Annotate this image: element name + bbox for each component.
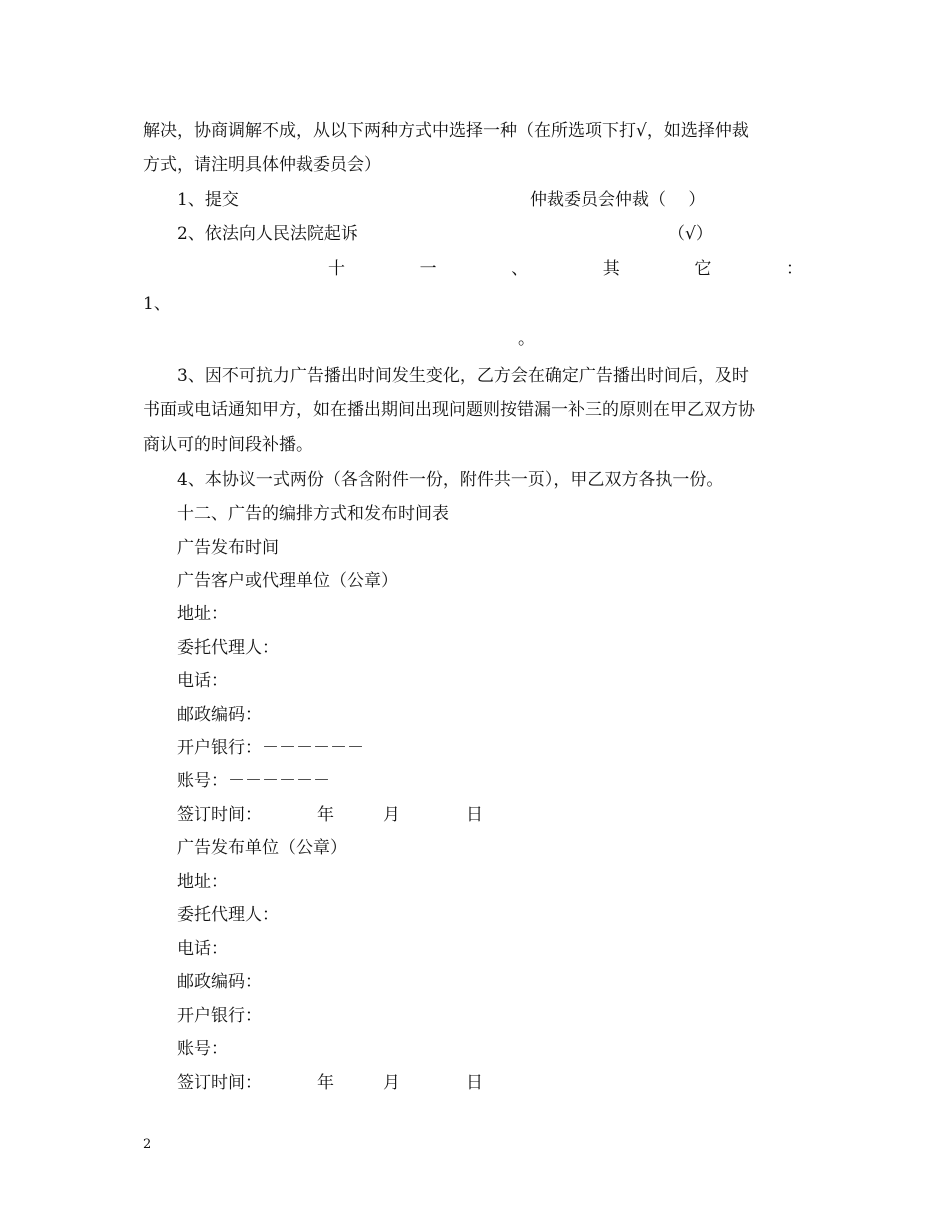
option-2-left: 2、依法向人民法院起诉 (177, 224, 358, 244)
option-1-right: 仲裁委员会仲裁（ ） (530, 190, 706, 210)
option-2-right: （√） (668, 224, 713, 244)
client-sign-day: 日 (466, 805, 483, 825)
item-3-line-2: 书面或电话通知甲方，如在播出期间出现问题则按错漏一补三的原则在甲乙双方协 (143, 400, 755, 420)
section-12-heading: 十二、广告的编排方式和发布时间表 (177, 504, 449, 524)
item-4: 4、本协议一式两份（各含附件一份，附件共一页），甲乙双方各执一份。 (177, 470, 724, 490)
item-1: 1、 (143, 294, 171, 314)
section-11-char: 、 (511, 259, 529, 279)
client-address: 地址： (177, 604, 228, 624)
client-sign-year: 年 (317, 805, 334, 825)
publisher-account: 账号： (177, 1039, 228, 1059)
client-account: 账号：－－－－－－ (177, 771, 330, 791)
section-11-char: 其 (602, 259, 620, 279)
publisher-agent: 委托代理人： (177, 905, 279, 925)
client-sign-month: 月 (383, 805, 400, 825)
intro-line-1: 解决，协商调解不成，从以下两种方式中选择一种（在所选项下打√，如选择仲裁 (143, 121, 749, 141)
publisher-postcode: 邮政编码： (177, 972, 262, 992)
section-11-char: ： (785, 259, 803, 279)
client-postcode: 邮政编码： (177, 705, 262, 725)
intro-line-2: 方式，请注明具体仲裁委员会） (143, 155, 381, 175)
section-11-heading (143, 258, 803, 280)
client-bank: 开户银行：－－－－－－ (177, 738, 364, 758)
publish-time-label: 广告发布时间 (177, 538, 279, 558)
publisher-bank: 开户银行： (177, 1006, 262, 1026)
publisher-address: 地址： (177, 872, 228, 892)
period-mark: 。 (518, 329, 535, 349)
publisher-title: 广告发布单位（公章） (177, 838, 347, 858)
publisher-sign-day: 日 (466, 1073, 483, 1093)
publisher-sign-year: 年 (317, 1073, 334, 1093)
publisher-sign-month: 月 (383, 1073, 400, 1093)
item-3-line-1: 3、因不可抗力广告播出时间发生变化，乙方会在确定广告播出时间后，及时 (177, 366, 749, 386)
page-number: 2 (143, 1137, 152, 1152)
client-agent: 委托代理人： (177, 638, 279, 658)
client-sign-label: 签订时间： (177, 805, 262, 825)
section-11-char: 它 (694, 259, 712, 279)
client-title: 广告客户或代理单位（公章） (177, 571, 398, 591)
item-3-line-3: 商认可的时间段补播。 (143, 435, 313, 455)
section-11-char: 一 (419, 259, 437, 279)
publisher-phone: 电话： (177, 939, 228, 959)
publisher-sign-label: 签订时间： (177, 1073, 262, 1093)
client-phone: 电话： (177, 671, 228, 691)
option-1-left: 1、提交 (177, 190, 239, 210)
section-11-char: 十 (328, 259, 345, 279)
